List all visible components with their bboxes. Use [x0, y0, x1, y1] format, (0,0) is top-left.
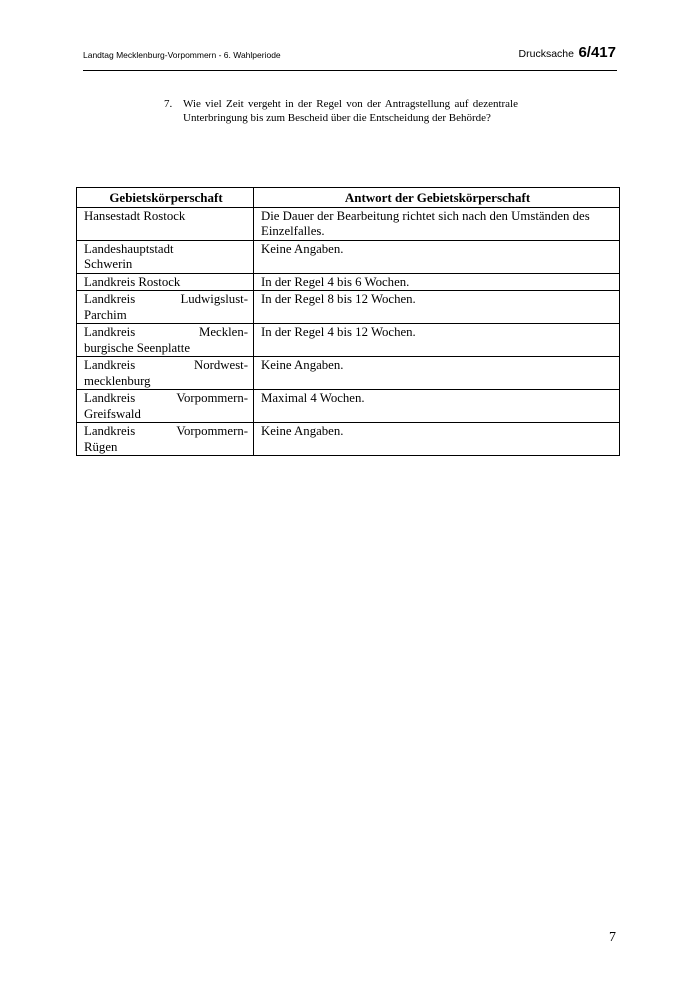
region-name: Landeshauptstadt	[84, 241, 174, 256]
document-id: 6/417	[578, 44, 616, 61]
answer-cell: Keine Angaben.	[254, 423, 620, 456]
table-row	[77, 273, 620, 291]
region-name: Hansestadt Rostock	[84, 208, 186, 223]
document-label: Drucksache	[518, 48, 574, 60]
table-row	[77, 240, 620, 273]
region-name-continued: Parchim	[84, 307, 127, 322]
region-name-continued: Schwerin	[84, 257, 133, 271]
region-cell	[77, 291, 254, 324]
region-name: Landkreis Rostock	[84, 274, 181, 289]
region-name: Landkreis Vorpommern-	[84, 391, 248, 405]
table-row	[77, 207, 620, 240]
answer-cell: Keine Angaben.	[254, 357, 620, 390]
region-name: Landkreis Vorpommern-	[84, 424, 248, 438]
parliament-title: Landtag Mecklenburg-Vorpommern - 6. Wahlperiode	[83, 50, 281, 60]
document-number	[519, 44, 616, 62]
question-text: Wie viel Zeit vergeht in der Regel von der Antragstellung auf dezentrale Unterbringung bis zum Bescheid über die Entscheidung der Behörde?	[183, 98, 518, 124]
answer-cell: Keine Angaben.	[254, 240, 620, 273]
page-header	[83, 40, 617, 71]
column-header-region: Gebietskörperschaft	[77, 188, 254, 208]
answer-cell: Die Dauer der Bearbeitung richtet sich nach den Umständen des Einzelfalles.	[254, 207, 620, 240]
table-header-row	[77, 188, 620, 208]
region-name: Landkreis Mecklen-	[84, 325, 248, 339]
region-name: Landkreis Nordwest-	[84, 358, 248, 372]
answer-cell: Maximal 4 Wochen.	[254, 390, 620, 423]
table-row	[77, 390, 620, 423]
answer-cell: In der Regel 4 bis 12 Wochen.	[254, 324, 620, 357]
table-row	[77, 357, 620, 390]
page-number: 7	[609, 930, 616, 945]
table-row	[77, 423, 620, 456]
table-row	[77, 324, 620, 357]
column-header-answer: Antwort der Gebietskörperschaft	[254, 188, 620, 208]
table-row	[77, 291, 620, 324]
region-name: Landkreis Ludwigslust-	[84, 292, 248, 306]
answer-cell: In der Regel 8 bis 12 Wochen.	[254, 291, 620, 324]
answer-cell: In der Regel 4 bis 6 Wochen.	[254, 273, 620, 291]
region-name-continued: Rügen	[84, 439, 118, 454]
region-name-continued: Greifswald	[84, 406, 141, 421]
region-name-continued: mecklenburg	[84, 373, 151, 388]
answers-table	[76, 187, 620, 456]
region-name-continued: burgische Seenplatte	[84, 340, 191, 355]
region-cell	[77, 423, 254, 456]
region-cell	[77, 390, 254, 423]
region-cell	[77, 324, 254, 357]
region-cell	[77, 273, 254, 291]
region-cell	[77, 240, 254, 273]
region-cell	[77, 207, 254, 240]
question-block	[164, 98, 518, 125]
question-number: 7.	[164, 98, 173, 110]
region-cell	[77, 357, 254, 390]
